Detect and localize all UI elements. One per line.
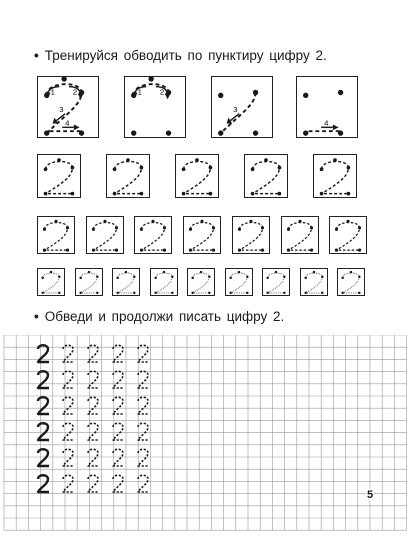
grid-digit-dashed: [113, 423, 124, 440]
grid-digit-dashed: [63, 423, 74, 440]
tracing-box: [86, 216, 124, 254]
tracing-box: [313, 154, 357, 198]
instruction-trace: [34, 48, 327, 63]
tracing-box: [150, 268, 178, 296]
grid-digit-dashed: [113, 475, 124, 492]
grid-digit-dashed: [138, 371, 149, 388]
stroke-number-3: 3: [233, 104, 238, 114]
grid-digit-dashed: [113, 397, 124, 414]
tracing-box: [106, 154, 150, 198]
stroke-number-1: 1: [137, 87, 142, 97]
grid-digit-dashed: [113, 371, 124, 388]
tracing-box: [262, 268, 290, 296]
tracing-box: [225, 268, 253, 296]
tracing-box: [183, 216, 221, 254]
tracing-box: [244, 154, 288, 198]
tracing-box: [232, 216, 270, 254]
instruction-continue: [34, 309, 284, 324]
page-number: 5: [367, 489, 374, 501]
stroke-number-4: 4: [324, 118, 329, 128]
instruction-trace-text: Тренируйся обводить по пунктиру цифру 2.: [44, 48, 327, 63]
writing-grid: [0, 335, 410, 540]
grid-digit-dashed: [138, 397, 149, 414]
grid-digit-solid: [38, 449, 49, 466]
grid-digit-dashed: [138, 449, 149, 466]
grid-digit-solid: [38, 475, 49, 492]
instruction-continue-text: Обведи и продолжи писать цифру 2.: [44, 309, 285, 324]
stroke-guide-box-4: [296, 76, 358, 138]
tracing-box: [75, 268, 103, 296]
grid-digit-dashed: [138, 423, 149, 440]
tracing-box: [329, 216, 367, 254]
tracing-box: [37, 216, 75, 254]
stroke-guide-box-3: [211, 76, 273, 138]
stroke-guide-box-1: [37, 76, 99, 138]
grid-digit-solid: [38, 423, 49, 440]
tracing-box: [112, 268, 140, 296]
grid-digit-solid: [38, 397, 49, 414]
stroke-number-2: 2: [159, 87, 165, 97]
tracing-box: [37, 268, 65, 296]
tracing-box: [37, 154, 81, 198]
tracing-box: [175, 154, 219, 198]
grid-digit-dashed: [138, 475, 149, 492]
bullet: •: [34, 309, 39, 324]
stroke-number-3: 3: [59, 104, 64, 114]
stroke-guide-box-2: [124, 76, 186, 138]
bullet: •: [34, 48, 39, 63]
grid-digit-solid: [38, 371, 49, 388]
tracing-box: [281, 216, 319, 254]
grid-digit-dashed: [113, 449, 124, 466]
stroke-number-1: 1: [50, 87, 55, 97]
tracing-box: [337, 268, 365, 296]
stroke-number-2: 2: [72, 87, 78, 97]
tracing-box: [134, 216, 172, 254]
grid-digit-dashed: [63, 475, 74, 492]
tracing-box: [300, 268, 328, 296]
grid-digit-dashed: [63, 371, 74, 388]
tracing-box: [187, 268, 215, 296]
grid-digit-dashed: [63, 397, 74, 414]
stroke-number-4: 4: [65, 118, 70, 128]
grid-digit-dashed: [63, 449, 74, 466]
